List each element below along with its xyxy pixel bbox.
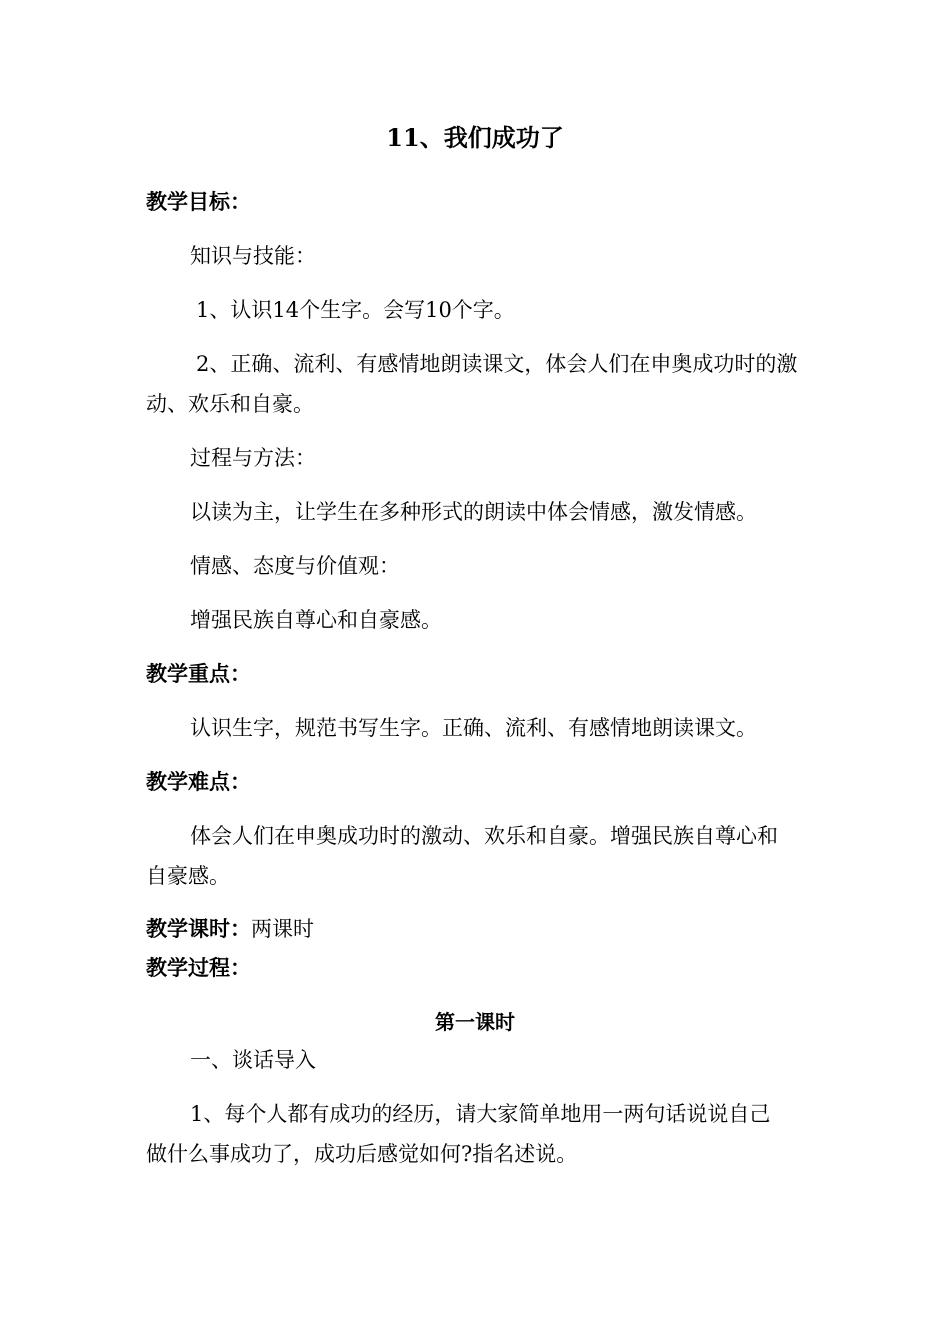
teaching-difficulty-line2: 自豪感。 — [146, 864, 230, 888]
teaching-procedure-heading: 教学过程： — [146, 955, 251, 980]
emotion-values-heading: 情感、态度与价值观： — [190, 554, 400, 578]
lesson-title: 第一课时 — [435, 1010, 515, 1034]
teaching-key-text: 认识生字，规范书写生字。正确、流利、有感情地朗读课文。 — [190, 716, 757, 740]
step-1-line1: 1、每个人都有成功的经历，请大家简单地用一两句话说说自己 — [190, 1102, 771, 1126]
process-method-text: 以读为主，让学生在多种形式的朗读中体会情感，激发情感。 — [190, 500, 757, 524]
teaching-hours-label: 教学课时： — [146, 916, 251, 941]
emotion-values-text: 增强民族自尊心和自豪感。 — [190, 608, 442, 632]
teaching-key-heading: 教学重点： — [146, 661, 251, 686]
teaching-difficulty-line1: 体会人们在申奥成功时的激动、欢乐和自豪。增强民族自尊心和 — [190, 824, 778, 848]
goal-item-2-line2: 动、欢乐和自豪。 — [146, 392, 314, 416]
teaching-hours-value: 两课时 — [251, 917, 314, 941]
process-method-heading: 过程与方法： — [190, 446, 316, 470]
step-1-line2: 做什么事成功了，成功后感觉如何?指名述说。 — [146, 1142, 578, 1166]
goal-item-1: 1、认识14个生字。会写10个字。 — [196, 298, 515, 322]
knowledge-skills-heading: 知识与技能： — [190, 244, 316, 268]
page-title: 11、我们成功了 — [386, 123, 564, 152]
goal-item-2-line1: 2、正确、流利、有感情地朗读课文，体会人们在申奥成功时的激 — [196, 352, 798, 376]
teaching-goals-heading: 教学目标： — [146, 189, 251, 214]
teaching-difficulty-heading: 教学难点： — [146, 769, 251, 794]
section-heading-1: 一、谈话导入 — [190, 1048, 316, 1072]
teaching-hours — [146, 917, 806, 941]
